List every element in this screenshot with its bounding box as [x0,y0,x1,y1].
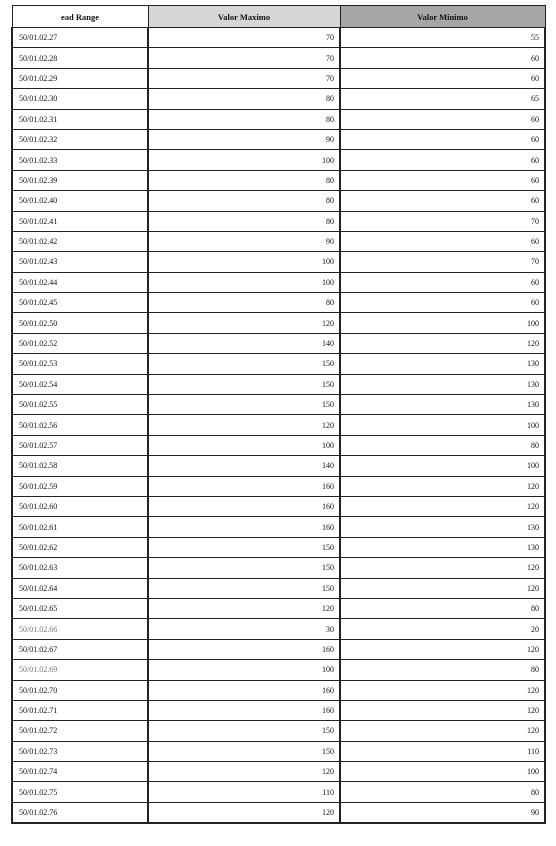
cell-max[interactable]: 80 [148,170,340,190]
cell-max[interactable]: 80 [148,211,340,231]
cell-max[interactable]: 70 [148,68,340,88]
spreadsheet [11,5,544,824]
table-row [12,293,545,313]
cell-min[interactable]: 130 [340,354,545,374]
cell-range[interactable]: 50/01.02.57 [12,435,148,455]
cell-min[interactable]: 55 [340,28,545,48]
cell-range[interactable]: 50/01.02.53 [12,354,148,374]
cell-max[interactable]: 150 [148,354,340,374]
table-row [12,578,545,598]
table-row [12,435,545,455]
cell-range[interactable]: 50/01.02.60 [12,496,148,516]
cell-max[interactable]: 80 [148,109,340,129]
table-row [12,721,545,741]
table-row [12,374,545,394]
cell-min[interactable]: 130 [340,374,545,394]
cell-max[interactable]: 70 [148,28,340,48]
cell-min[interactable]: 120 [340,680,545,700]
table-row [12,191,545,211]
cell-min[interactable]: 100 [340,762,545,782]
cell-range[interactable]: 50/01.02.66 [12,619,148,639]
cell-min[interactable]: 60 [340,293,545,313]
table-row [12,558,545,578]
cell-max[interactable]: 120 [148,415,340,435]
table-row [12,802,545,823]
cell-max[interactable]: 100 [148,150,340,170]
cell-range[interactable]: 50/01.02.69 [12,660,148,680]
cell-range[interactable]: 50/01.02.70 [12,680,148,700]
cell-max[interactable]: 140 [148,456,340,476]
cell-max[interactable]: 30 [148,619,340,639]
table-row [12,313,545,333]
cell-range[interactable]: 50/01.02.42 [12,231,148,251]
table-row [12,517,545,537]
cell-max[interactable]: 70 [148,48,340,68]
cell-min[interactable]: 80 [340,435,545,455]
cell-max[interactable]: 80 [148,89,340,109]
cell-min[interactable]: 60 [340,231,545,251]
cell-range[interactable]: 50/01.02.32 [12,129,148,149]
table-row [12,129,545,149]
table-row [12,762,545,782]
data-table [11,5,546,824]
table-row [12,415,545,435]
table-row [12,782,545,802]
cell-min[interactable]: 90 [340,802,545,823]
table-row [12,598,545,618]
table-row [12,496,545,516]
cell-min[interactable]: 80 [340,598,545,618]
cell-max[interactable]: 90 [148,129,340,149]
cell-min[interactable]: 60 [340,109,545,129]
cell-range[interactable]: 50/01.02.31 [12,109,148,129]
cell-min[interactable]: 60 [340,191,545,211]
table-row [12,231,545,251]
cell-max[interactable]: 110 [148,782,340,802]
cell-max[interactable]: 150 [148,395,340,415]
cell-range[interactable]: 50/01.02.56 [12,415,148,435]
cell-max[interactable]: 100 [148,435,340,455]
table-row [12,354,545,374]
cell-range[interactable]: 50/01.02.64 [12,578,148,598]
cell-min[interactable]: 120 [340,721,545,741]
cell-max[interactable]: 80 [148,191,340,211]
cell-max[interactable]: 150 [148,721,340,741]
cell-min[interactable]: 60 [340,170,545,190]
table-row [12,68,545,88]
table-row [12,680,545,700]
cell-min[interactable]: 130 [340,537,545,557]
cell-range[interactable]: 50/01.02.54 [12,374,148,394]
cell-min[interactable]: 60 [340,68,545,88]
cell-min[interactable]: 120 [340,639,545,659]
cell-range[interactable]: 50/01.02.29 [12,68,148,88]
cell-range[interactable]: 50/01.02.62 [12,537,148,557]
column-header-range[interactable]: ead Range [12,6,148,28]
cell-range[interactable]: 50/01.02.75 [12,782,148,802]
cell-range[interactable]: 50/01.02.74 [12,762,148,782]
cell-min[interactable]: 60 [340,150,545,170]
cell-max[interactable]: 160 [148,476,340,496]
cell-max[interactable]: 120 [148,598,340,618]
cell-max[interactable]: 160 [148,496,340,516]
cell-range[interactable]: 50/01.02.52 [12,333,148,353]
cell-range[interactable]: 50/01.02.40 [12,191,148,211]
cell-max[interactable]: 80 [148,293,340,313]
table-row [12,150,545,170]
cell-range[interactable]: 50/01.02.41 [12,211,148,231]
cell-min[interactable]: 60 [340,129,545,149]
cell-range[interactable]: 50/01.02.33 [12,150,148,170]
cell-min[interactable]: 20 [340,619,545,639]
cell-max[interactable]: 120 [148,313,340,333]
cell-min[interactable]: 80 [340,660,545,680]
cell-range[interactable]: 50/01.02.76 [12,802,148,823]
cell-min[interactable]: 130 [340,517,545,537]
cell-min[interactable]: 100 [340,313,545,333]
cell-range[interactable]: 50/01.02.63 [12,558,148,578]
cell-range[interactable]: 50/01.02.61 [12,517,148,537]
cell-max[interactable]: 140 [148,333,340,353]
cell-range[interactable]: 50/01.02.50 [12,313,148,333]
cell-min[interactable]: 120 [340,476,545,496]
cell-range[interactable]: 50/01.02.71 [12,700,148,720]
cell-range[interactable]: 50/01.02.59 [12,476,148,496]
cell-range[interactable]: 50/01.02.39 [12,170,148,190]
table-row [12,741,545,761]
cell-min[interactable]: 80 [340,782,545,802]
table-row [12,272,545,292]
table-header [12,6,545,28]
column-header-max[interactable]: Valor Maximo [148,6,340,28]
cell-max[interactable]: 120 [148,762,340,782]
table-row [12,89,545,109]
cell-max[interactable]: 100 [148,272,340,292]
table-row [12,252,545,272]
cell-max[interactable]: 90 [148,231,340,251]
table-row [12,537,545,557]
cell-min[interactable]: 110 [340,741,545,761]
table-body [12,28,545,824]
cell-max[interactable]: 120 [148,802,340,823]
table-row [12,619,545,639]
cell-max[interactable]: 150 [148,578,340,598]
cell-range[interactable]: 50/01.02.65 [12,598,148,618]
cell-range[interactable]: 50/01.02.45 [12,293,148,313]
table-row [12,700,545,720]
table-row [12,28,545,48]
cell-min[interactable]: 60 [340,272,545,292]
cell-min[interactable]: 70 [340,252,545,272]
table-row [12,456,545,476]
cell-range[interactable]: 50/01.02.67 [12,639,148,659]
cell-max[interactable]: 150 [148,558,340,578]
cell-min[interactable]: 120 [340,700,545,720]
cell-max[interactable]: 150 [148,537,340,557]
cell-max[interactable]: 160 [148,517,340,537]
cell-max[interactable]: 160 [148,680,340,700]
cell-min[interactable]: 130 [340,395,545,415]
cell-min[interactable]: 120 [340,333,545,353]
cell-max[interactable]: 100 [148,660,340,680]
cell-min[interactable]: 120 [340,558,545,578]
table-row [12,639,545,659]
table-row [12,109,545,129]
table-row [12,170,545,190]
cell-range[interactable]: 50/01.02.28 [12,48,148,68]
cell-range[interactable]: 50/01.02.73 [12,741,148,761]
cell-max[interactable]: 160 [148,700,340,720]
cell-range[interactable]: 50/01.02.44 [12,272,148,292]
cell-min[interactable]: 100 [340,456,545,476]
cell-range[interactable]: 50/01.02.58 [12,456,148,476]
cell-max[interactable]: 150 [148,374,340,394]
cell-range[interactable]: 50/01.02.43 [12,252,148,272]
cell-range[interactable]: 50/01.02.30 [12,89,148,109]
cell-max[interactable]: 100 [148,252,340,272]
table-row [12,660,545,680]
cell-range[interactable]: 50/01.02.72 [12,721,148,741]
table-row [12,476,545,496]
cell-min[interactable]: 70 [340,211,545,231]
cell-min[interactable]: 100 [340,415,545,435]
cell-range[interactable]: 50/01.02.55 [12,395,148,415]
table-row [12,333,545,353]
table-row [12,48,545,68]
cell-max[interactable]: 160 [148,639,340,659]
cell-range[interactable]: 50/01.02.27 [12,28,148,48]
header-row [12,6,545,28]
cell-min[interactable]: 120 [340,578,545,598]
cell-min[interactable]: 60 [340,48,545,68]
cell-min[interactable]: 120 [340,496,545,516]
table-row [12,395,545,415]
table-row [12,211,545,231]
cell-min[interactable]: 65 [340,89,545,109]
cell-max[interactable]: 150 [148,741,340,761]
column-header-min[interactable]: Valor Minimo [340,6,545,28]
